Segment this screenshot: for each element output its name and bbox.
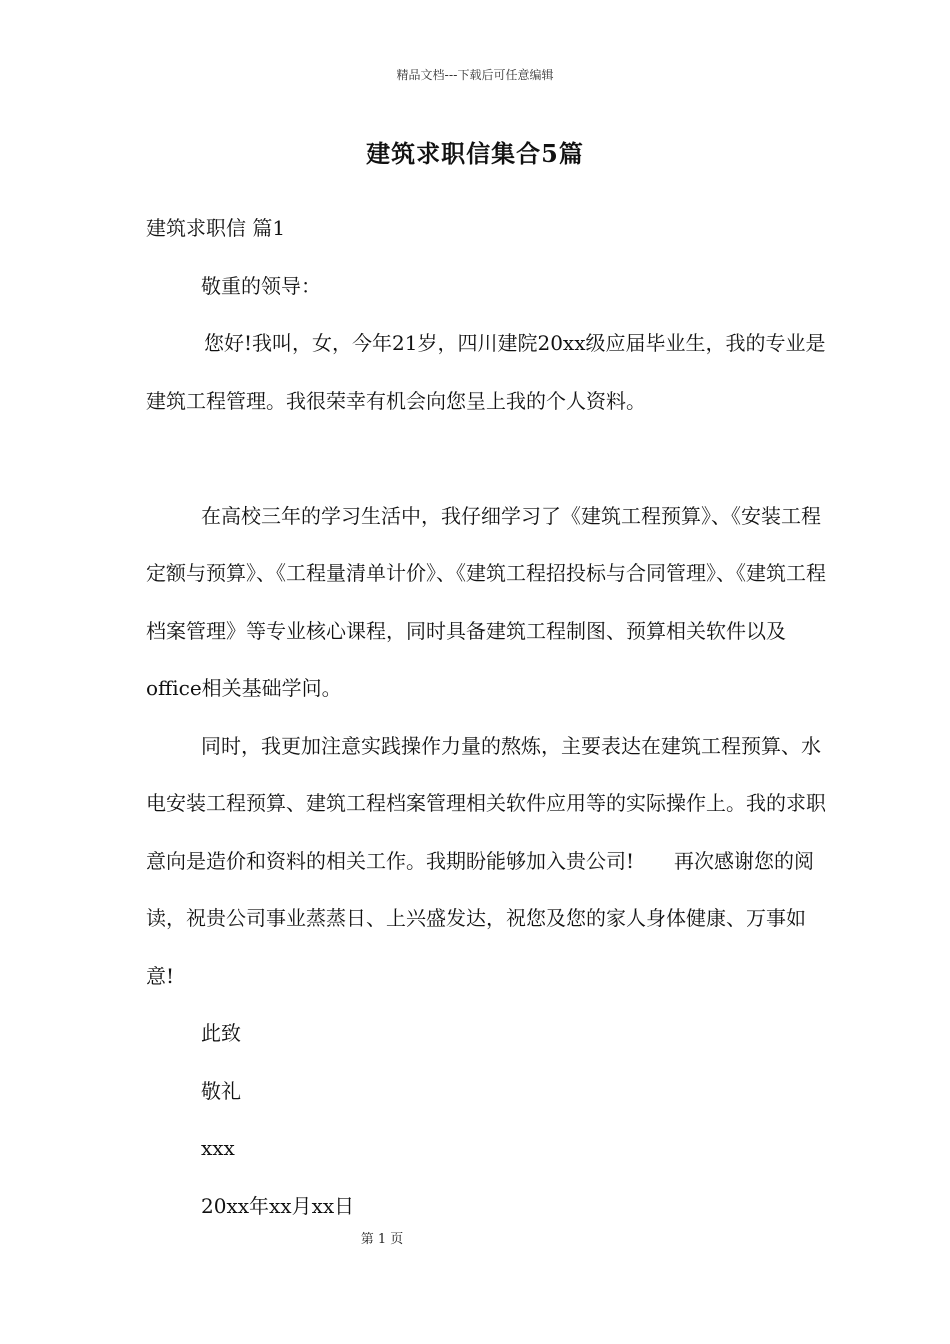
paragraph-study: 在高校三年的学习生活中，我仔细学习了《建筑工程预算》、《安装工程定额与预算》、《工程量清单计价》、《建筑工程招投标与合同管理》、《建筑工程档案管理》等专业核心课程，同时具备建筑工程制图、预算相关软件以及office相关基础学问。 bbox=[146, 503, 826, 700]
page-number: 第 1 页 bbox=[360, 1232, 404, 1247]
header-note: 精品文档---下载后可任意编辑 bbox=[396, 68, 554, 82]
document-body bbox=[146, 200, 826, 1235]
section-heading: 建筑求职信 篇1 bbox=[146, 216, 286, 240]
closing-line-2: 敬礼 bbox=[201, 1078, 241, 1103]
salutation: 敬重的领导： bbox=[201, 273, 321, 298]
letter-date: 20xx年xx月xx日 bbox=[201, 1193, 355, 1218]
paragraph-practice: 同时，我更加注意实践操作力量的熬炼，主要表达在建筑工程预算、水电安装工程预算、建筑工程档案管理相关软件应用等的实际操作上。我的求职意向是造价和资料的相关工作。我期盼能够加入贵公司! 再次感谢您的阅读，祝贵公司事业蒸蒸日、上兴盛发达，祝您及您的家人身体健康、万事如意! bbox=[146, 733, 826, 988]
signature: xxx bbox=[201, 1136, 235, 1160]
paragraph-spacer bbox=[146, 430, 826, 488]
document-title: 建筑求职信集合5篇 bbox=[366, 139, 584, 168]
paragraph-greeting: 您好!我叫，女，今年21岁，四川建院20xx级应届毕业生，我的专业是建筑工程管理。我很荣幸有机会向您呈上我的个人资料。 bbox=[146, 331, 826, 413]
closing-line-1: 此致 bbox=[201, 1021, 241, 1045]
